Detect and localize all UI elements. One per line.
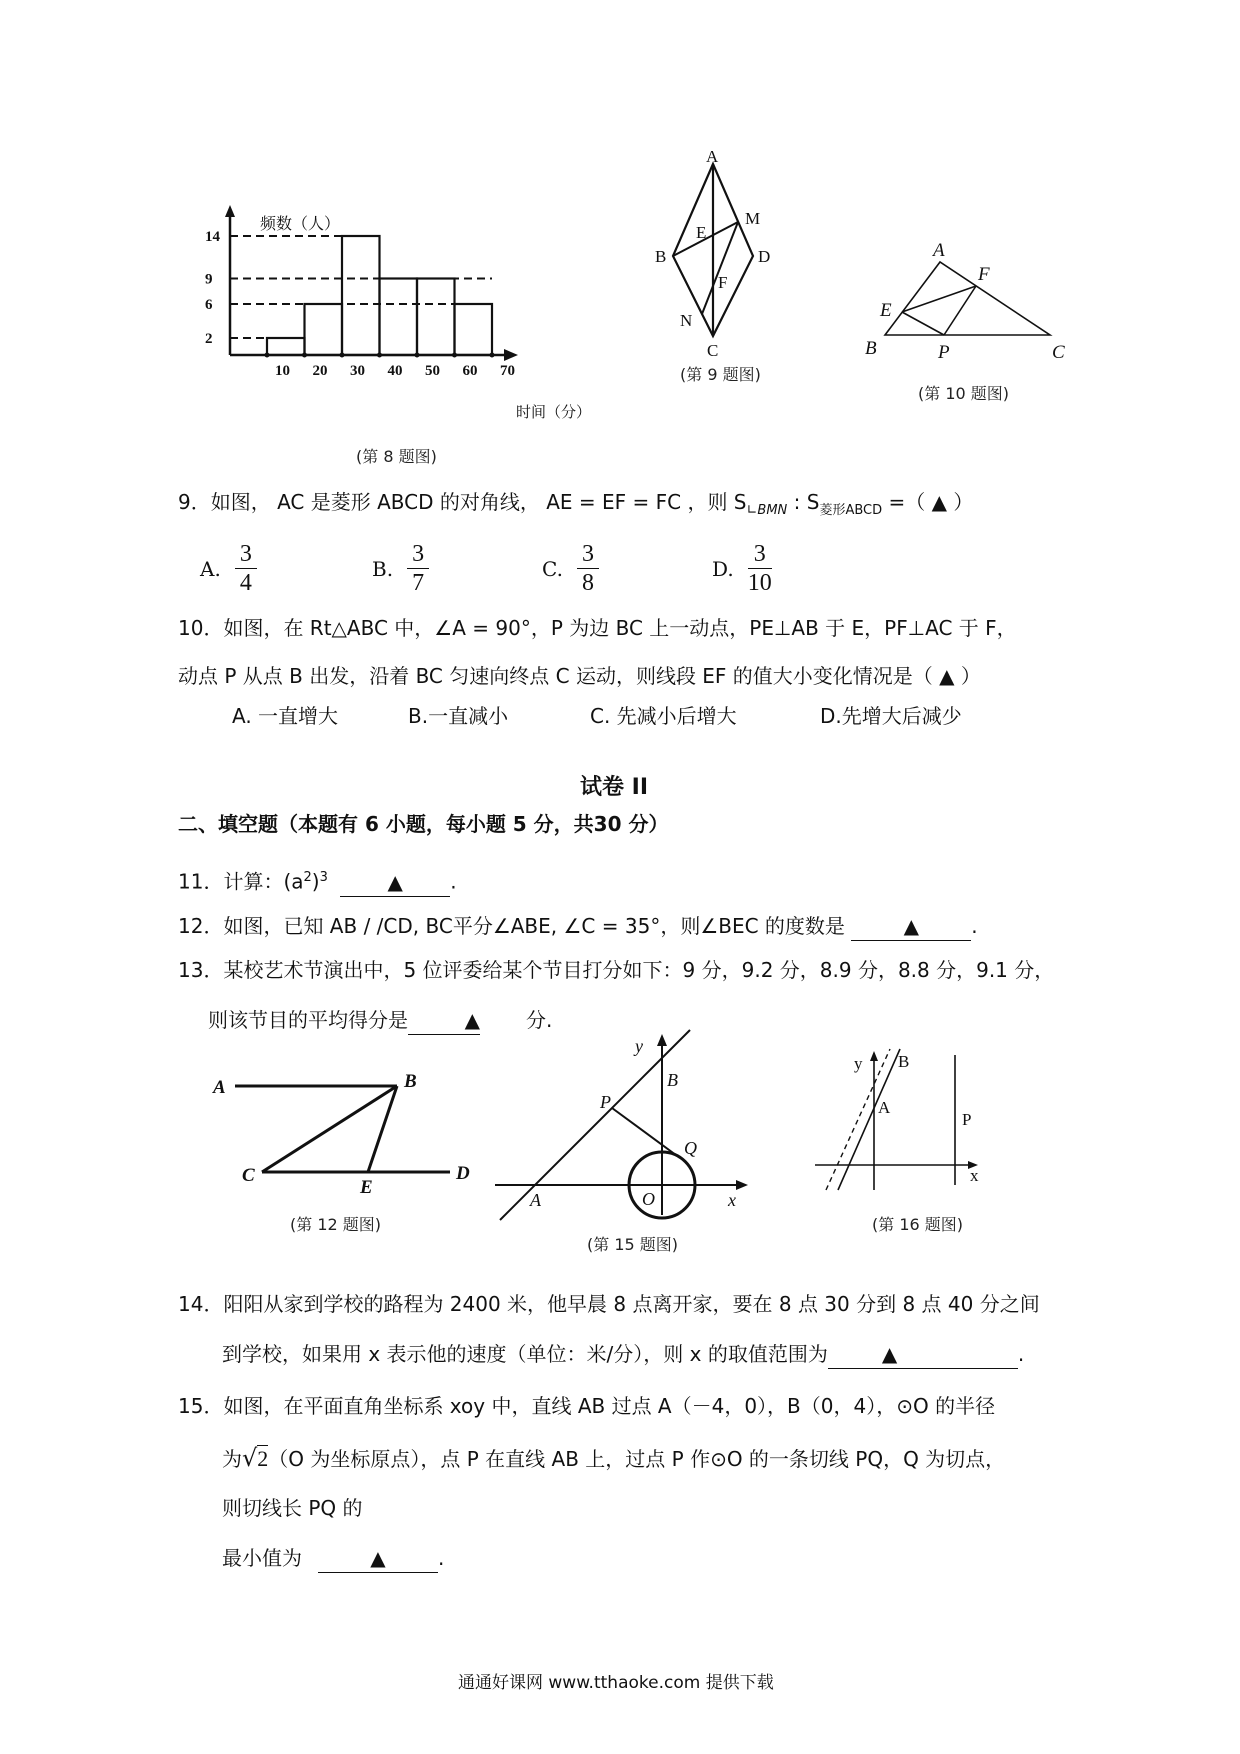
- q15-line4: [222, 1544, 444, 1573]
- question-11: [178, 864, 457, 897]
- q9-option-d-num: 3: [753, 541, 766, 567]
- q12-text: 12．如图，已知 AB / /CD, BC平分∠ABE, ∠C = 35°，则∠BEC 的度数是: [178, 914, 845, 938]
- fig8-xtick-mark: [452, 353, 457, 358]
- q13-answer-blank[interactable]: ▲: [408, 1006, 480, 1035]
- q9-text: 9．如图， AC 是菱形 ABCD 的对角线， AE = EF = FC ，则 S: [178, 490, 747, 514]
- q14-line2: [222, 1340, 1024, 1369]
- fig8-histogram: [205, 205, 592, 435]
- q9-option-c-fraction: [577, 540, 599, 597]
- fig15-label-Q: Q: [684, 1138, 697, 1158]
- question-9: [178, 488, 973, 525]
- q11-mid: ): [311, 869, 320, 894]
- fig8-x-arrow: [504, 349, 518, 361]
- q13-line2-suffix: 分.: [526, 1008, 553, 1032]
- q10-option-d[interactable]: D.先增大后减少: [820, 704, 962, 728]
- q10-option-a[interactable]: A. 一直增大: [232, 704, 339, 728]
- q13-line1: 13．某校艺术节演出中，5 位评委给某个节目打分如下：9 分，9.2 分，8.9 分，8.8 分，9.1 分，: [178, 958, 1055, 982]
- q9-option-d[interactable]: [712, 540, 772, 597]
- fig8-xlabel: 时间（分）: [516, 405, 592, 421]
- fig8-ytick-label: 9: [205, 271, 213, 288]
- fig8-ytick-label: 6: [205, 297, 213, 313]
- fig8-xtick-mark: [265, 353, 270, 358]
- fig8-xtick-label: 70: [500, 363, 515, 379]
- fig8-xtick-mark: [377, 353, 382, 358]
- fig10-label-B: B: [865, 338, 877, 359]
- fig8-bar: [417, 279, 455, 356]
- fig10-caption: (第 10 题图): [918, 384, 1010, 403]
- fig16-label-A: A: [878, 1098, 891, 1117]
- fig16-diagram: [810, 1045, 1000, 1195]
- fig8-xtick-mark: [415, 353, 420, 358]
- q15-line1: 15．如图，在平面直角坐标系 xoy 中，直线 AB 过点 A（－4，0），B（0，4），⊙O 的半径: [178, 1394, 996, 1418]
- paper-ii-title: 试卷 II: [580, 775, 649, 800]
- fig16-label-B: B: [898, 1052, 910, 1071]
- segment-MN: [702, 222, 738, 314]
- q10-line2: 动点 P 从点 B 出发，沿着 BC 匀速向终点 C 运动，则线段 EF 的值大小变化情况是（ ▲ ）: [178, 664, 981, 688]
- q15-line2: [222, 1444, 1005, 1473]
- fig12-caption: (第 12 题图): [290, 1215, 382, 1234]
- q11-sup1: 2: [303, 870, 312, 885]
- q11-end: .: [450, 869, 457, 894]
- fig10-label-P: P: [938, 342, 950, 363]
- fig8-xtick-mark: [302, 353, 307, 358]
- fig8-bar: [342, 236, 380, 355]
- q9-option-d-label: D.: [712, 556, 734, 581]
- fig16-label-P: P: [962, 1110, 972, 1129]
- fig15-x-arrow: [736, 1180, 748, 1190]
- fig12-diagram: [210, 1065, 480, 1198]
- fig16-label-x: x: [970, 1166, 979, 1185]
- q9-option-b[interactable]: [372, 540, 429, 597]
- fig8-caption: (第 8 题图): [356, 447, 437, 466]
- q9-option-b-den: 7: [412, 570, 425, 596]
- q9-option-c-label: C.: [542, 556, 563, 581]
- q9-sub-rhombus: 菱形ABCD: [819, 503, 883, 518]
- fig12-label-A: A: [213, 1077, 226, 1098]
- q9-option-b-label: B.: [372, 556, 394, 581]
- q10-option-b[interactable]: B.一直减小: [408, 704, 509, 728]
- q9-option-a-label: A.: [200, 556, 221, 581]
- fig16-label-y: y: [854, 1054, 863, 1073]
- fig9-label-F: F: [718, 273, 728, 292]
- q11-prefix: 11．计算：(a: [178, 869, 304, 894]
- fig9-caption: (第 9 题图): [680, 365, 761, 384]
- fig12-line-CB: [262, 1086, 397, 1172]
- fig9-label-B: B: [655, 247, 667, 266]
- fig8-xtick-label: 50: [425, 363, 440, 379]
- fig9-label-M: M: [745, 209, 761, 228]
- q9-option-a[interactable]: [200, 540, 257, 597]
- q14-end: .: [1017, 1342, 1025, 1366]
- fig8-xtick-mark: [490, 353, 495, 358]
- q11-sup2: 3: [319, 870, 328, 885]
- fig15-caption: (第 15 题图): [587, 1235, 679, 1254]
- fig15-label-A: A: [530, 1190, 541, 1210]
- segment-PF: [944, 286, 976, 335]
- q13-line2-prefix: 则该节目的平均得分是: [208, 1008, 408, 1032]
- fig8-ylabel: 频数（人）: [260, 216, 341, 233]
- fig10-label-F: F: [978, 264, 990, 285]
- fig8-bar: [305, 304, 343, 355]
- question-12: [178, 912, 978, 941]
- q9-option-a-num: 3: [239, 541, 252, 567]
- segment-PE: [902, 312, 944, 335]
- q15-sqrt-value: 2: [257, 1446, 269, 1471]
- q9-option-c-num: 3: [581, 541, 594, 567]
- fig8-ytick-label: 14: [205, 229, 220, 245]
- q11-answer-blank[interactable]: ▲: [340, 868, 450, 897]
- fig9-rhombus: [640, 147, 780, 360]
- fig8-chart-group: [205, 205, 518, 379]
- fig15-y-arrow: [657, 1034, 667, 1046]
- q10-line1: 10．如图，在 Rt△ABC 中，∠A = 90°，P 为边 BC 上一动点，PE⊥AB 于 E，PF⊥AC 于 F，: [178, 616, 1017, 640]
- q14-answer-blank[interactable]: ▲: [828, 1340, 1018, 1369]
- q15-line2-prefix: 为: [222, 1447, 242, 1471]
- fig8-xtick-mark: [340, 353, 345, 358]
- fig15-diagram: [490, 1030, 760, 1220]
- q9-end: =（ ▲ ）: [882, 490, 974, 514]
- q14-line2-prefix: 到学校，如果用 x 表示他的速度（单位：米/分），则 x 的取值范围为: [222, 1342, 828, 1366]
- fig12-label-B: B: [404, 1071, 417, 1092]
- q14-line1: 14．阳阳从家到学校的路程为 2400 米，他早晨 8 点离开家，要在 8 点 30 分到 8 点 40 分之间: [178, 1292, 1040, 1316]
- q9-mid: : S: [787, 490, 820, 514]
- fig12-label-C: C: [242, 1165, 255, 1186]
- fig16-y-arrow: [870, 1051, 878, 1061]
- fig12-line-BE: [368, 1086, 397, 1172]
- fig15-label-x: x: [728, 1190, 736, 1210]
- fig16-caption: (第 16 题图): [872, 1215, 964, 1234]
- fig8-xtick-label: 60: [462, 363, 478, 379]
- q15-end: .: [438, 1546, 445, 1570]
- fig10-label-C: C: [1052, 342, 1065, 363]
- fig8-bar: [267, 338, 305, 355]
- q9-option-d-den: 10: [747, 570, 772, 596]
- q9-option-a-fraction: [235, 540, 257, 597]
- sqrt-symbol: √: [242, 1444, 258, 1472]
- fig8-xtick-label: 20: [312, 363, 328, 379]
- q15-line4-prefix: 最小值为: [222, 1546, 302, 1570]
- q9-option-c-den: 8: [581, 570, 594, 596]
- q9-option-a-den: 4: [239, 570, 252, 596]
- fig8-xtick-label: 10: [275, 363, 290, 379]
- fig12-label-D: D: [456, 1163, 470, 1184]
- fig15-segment-PQ: [612, 1108, 680, 1158]
- fig9-label-A: A: [706, 147, 719, 166]
- fill-in-section-heading: 二、填空题（本题有 6 小题，每小题 5 分，共30 分）: [178, 812, 669, 836]
- fig8-ytick-label: 2: [205, 331, 213, 347]
- fig10-triangle: [860, 240, 1090, 370]
- q15-answer-blank[interactable]: ▲: [318, 1544, 438, 1573]
- fig8-bar: [455, 304, 493, 355]
- fig15-label-P: P: [600, 1092, 611, 1112]
- q15-line2-rest: （O 为坐标原点），点 P 在直线 AB 上，过点 P 作⊙O 的一条切线 PQ，Q 为切点，: [268, 1447, 1006, 1471]
- q12-answer-blank[interactable]: ▲: [851, 912, 971, 941]
- fig16-line-AB: [838, 1049, 900, 1190]
- q12-end: .: [971, 914, 978, 938]
- fig10-label-E: E: [880, 300, 892, 321]
- q10-option-c[interactable]: C. 先减小后增大: [590, 704, 737, 728]
- fig15-label-B: B: [667, 1070, 678, 1090]
- fig15-label-y: y: [635, 1036, 643, 1056]
- q9-option-d-fraction: [748, 540, 772, 597]
- fig8-xtick-label: 30: [350, 363, 365, 379]
- fig15-label-O: O: [642, 1189, 655, 1209]
- q9-option-b-num: 3: [412, 541, 425, 567]
- fig8-bar: [380, 279, 418, 356]
- fig9-label-C: C: [707, 341, 719, 360]
- q15-line3: 则切线长 PQ 的: [222, 1496, 363, 1520]
- fig9-label-N: N: [680, 311, 693, 330]
- fig9-label-E: E: [696, 223, 707, 242]
- page-footer: 通通好课网 www.tthaoke.com 提供下载: [458, 1673, 774, 1693]
- fig8-xtick-label: 40: [387, 363, 403, 379]
- fig10-label-A: A: [933, 240, 945, 261]
- fig12-label-E: E: [360, 1177, 373, 1198]
- q9-sub-bmn: ∟BMN: [746, 503, 788, 518]
- fig8-y-arrow: [225, 205, 235, 217]
- q9-option-b-fraction: [407, 540, 429, 597]
- fig9-label-D: D: [758, 247, 771, 266]
- q9-option-c[interactable]: [542, 540, 599, 597]
